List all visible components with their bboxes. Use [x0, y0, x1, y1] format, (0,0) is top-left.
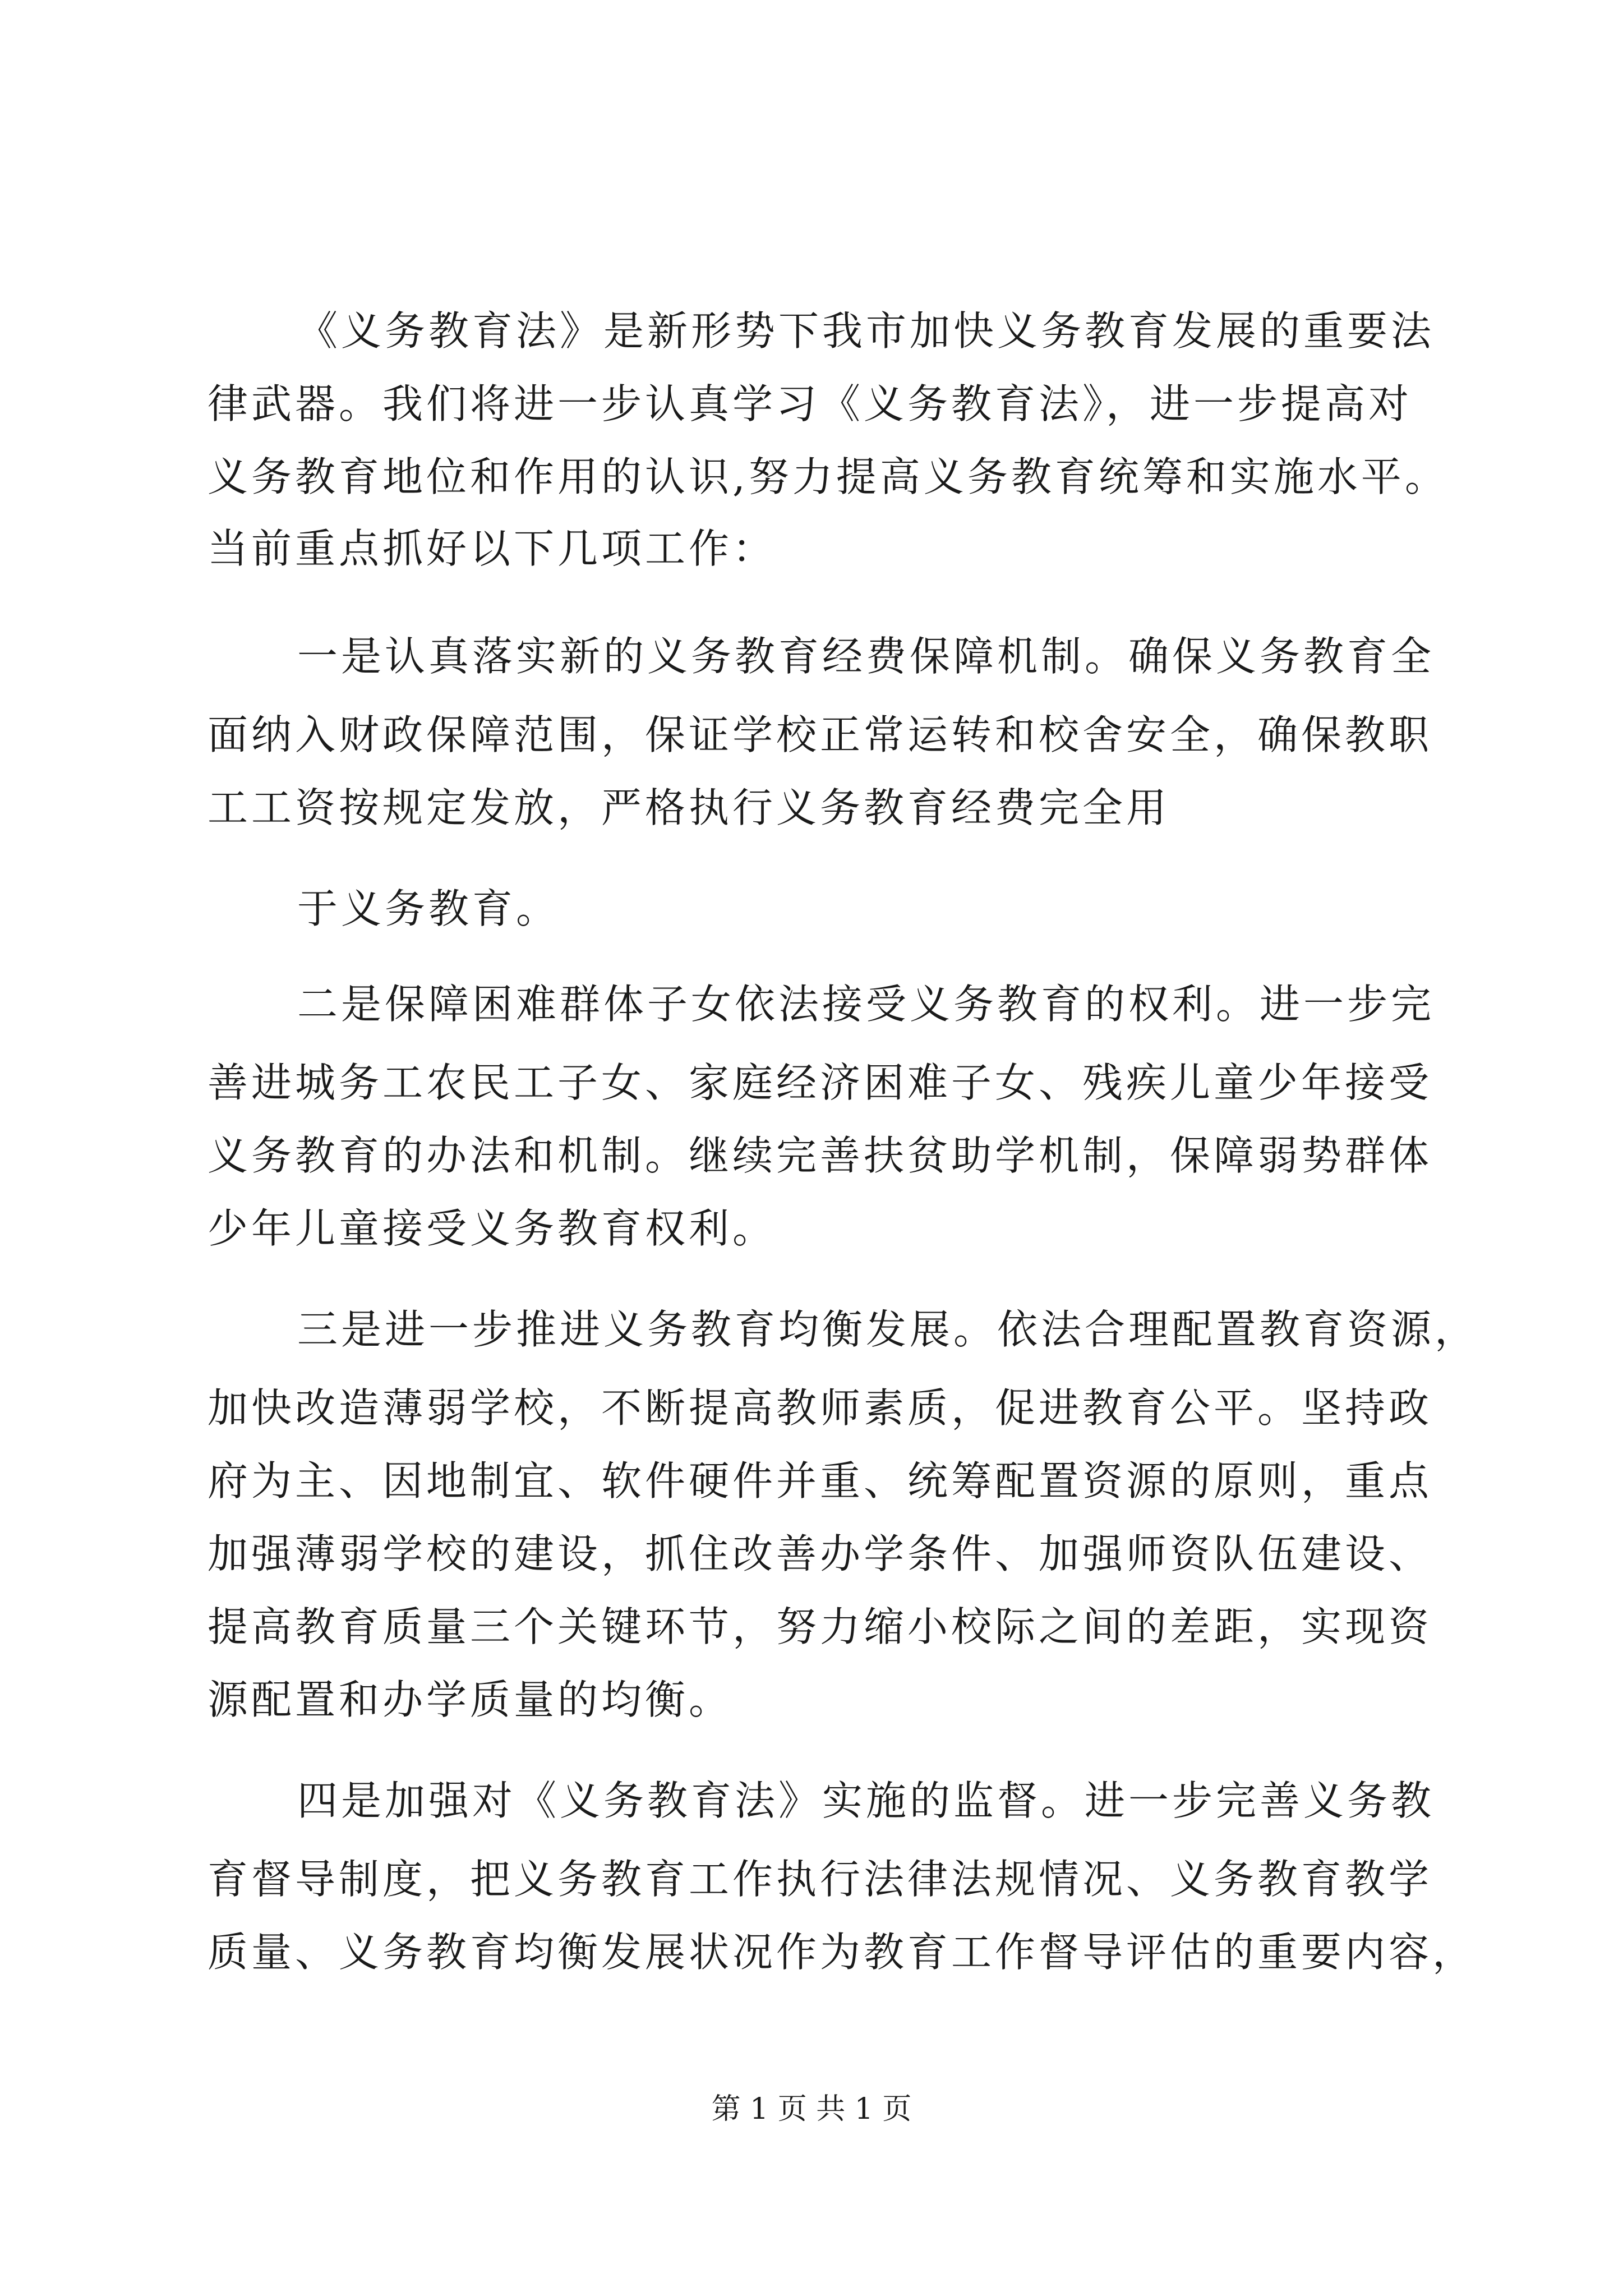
paragraph-1-line-3: 义务教育地位和作用的认识,努力提高义务教育统筹和实施水平。	[208, 453, 1449, 500]
paragraph-2-line-1: 一是认真落实新的义务教育经费保障机制。确保义务教育全	[297, 633, 1435, 680]
paragraph-4-line-4: 少年儿童接受义务教育权利。	[208, 1205, 777, 1252]
paragraph-4-line-2: 善进城务工农民工子女、家庭经济困难子女、残疾儿童少年接受	[208, 1059, 1433, 1106]
paragraph-5-line-4: 加强薄弱学校的建设，抓住改善办学条件、加强师资队伍建设、	[208, 1530, 1433, 1577]
paragraph-4-line-1: 二是保障困难群体子女依法接受义务教育的权利。进一步完	[297, 981, 1435, 1028]
paragraph-5-line-6: 源配置和办学质量的均衡。	[208, 1676, 733, 1723]
paragraph-6-line-3: 质量、义务教育均衡发展状况作为教育工作督导评估的重要内容，	[208, 1929, 1477, 1976]
paragraph-6-line-2: 育督导制度，把义务教育工作执行法律法规情况、义务教育教学	[208, 1856, 1433, 1903]
paragraph-5-line-2: 加快改造薄弱学校，不断提高教师素质，促进教育公平。坚持政	[208, 1384, 1433, 1432]
paragraph-1-line-2: 律武器。我们将进一步认真学习《义务教育法》，进一步提高对	[208, 380, 1413, 427]
paragraph-3-line-1: 于义务教育。	[297, 885, 560, 932]
paragraph-5-line-1: 三是进一步推进义务教育均衡发展。依法合理配置教育资源，	[297, 1306, 1479, 1353]
paragraph-1-line-4: 当前重点抓好以下几项工作：	[208, 525, 777, 572]
paragraph-5-line-5: 提高教育质量三个关键环节，努力缩小校际之间的差距，实现资	[208, 1603, 1433, 1650]
paragraph-5-line-3: 府为主、因地制宜、软件硬件并重、统筹配置资源的原则，重点	[208, 1457, 1433, 1504]
paragraph-4-line-3: 义务教育的办法和机制。继续完善扶贫助学机制，保障弱势群体	[208, 1132, 1433, 1179]
paragraph-6-line-1: 四是加强对《义务教育法》实施的监督。进一步完善义务教	[297, 1777, 1435, 1824]
paragraph-2-line-3: 工工资按规定发放，严格执行义务教育经费完全用	[208, 784, 1170, 831]
page-number-footer: 第 1 页 共 1 页	[711, 2092, 912, 2126]
paragraph-2-line-2: 面纳入财政保障范围，保证学校正常运转和校舍安全，确保教职	[208, 711, 1433, 758]
paragraph-1-line-1: 《义务教育法》是新形势下我市加快义务教育发展的重要法	[297, 307, 1435, 355]
